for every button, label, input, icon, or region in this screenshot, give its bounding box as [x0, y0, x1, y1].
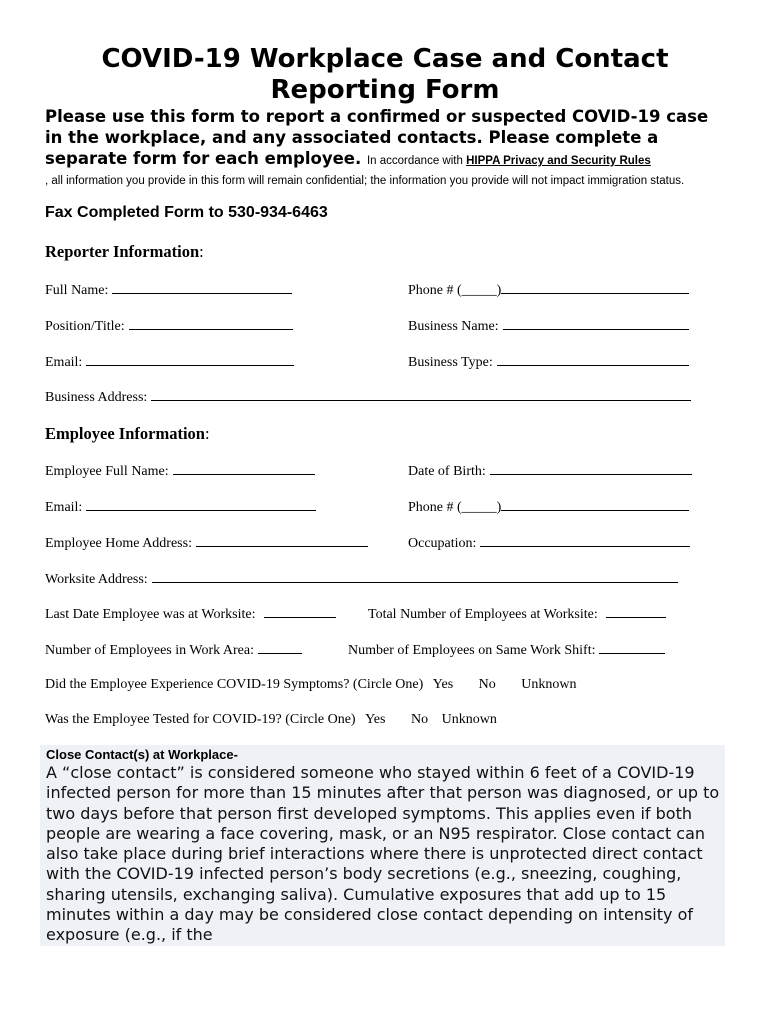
intro-small-text: [367, 155, 651, 167]
reporter-business-type-label: Business Type:: [408, 355, 493, 370]
reporter-business-address-label: Business Address:: [45, 390, 148, 405]
total-employees-label: Total Number of Employees at Worksite:: [368, 607, 598, 622]
reporter-email-field[interactable]: [45, 353, 294, 371]
close-contact-heading: Close Contact(s) at Workplace-: [46, 747, 238, 762]
same-shift-field[interactable]: [348, 641, 665, 659]
page-title: COVID-19 Workplace Case and Contact Reporting Form: [101, 44, 669, 105]
employee-phone-line[interactable]: [501, 498, 689, 511]
employee-full-name-field[interactable]: [45, 462, 315, 480]
tested-question: [45, 712, 513, 728]
intro-bold-text: Please use this form to report a confirmed or suspected COVID-19 case in the workplace, and any associated contacts. Please complete a separate form for each employee.: [45, 107, 709, 168]
employee-dob-label: Date of Birth:: [408, 464, 486, 479]
reporter-position-line[interactable]: [129, 317, 293, 330]
employee-phone-field[interactable]: [408, 498, 689, 516]
hippa-link[interactable]: HIPPA Privacy and Security Rules: [466, 155, 651, 167]
tested-option-no[interactable]: No: [410, 712, 429, 727]
intro-small-before: In accordance with: [366, 155, 463, 167]
employee-full-name-label: Employee Full Name:: [45, 464, 169, 479]
worksite-address-label: Worksite Address:: [45, 572, 148, 587]
employee-email-label: Email:: [45, 500, 83, 515]
symptoms-question: [45, 677, 593, 693]
reporter-full-name-field[interactable]: [45, 281, 292, 299]
employee-occupation-line[interactable]: [480, 534, 690, 547]
close-contact-description: A “close contact” is considered someone who stayed within 6 feet of a COVID-19 infected person for more than 15 minutes after that person was diagnosed, or up to two days before that person first developed symptoms. This applies even if both people are wearing a face covering, mask, or an N95 respirator. Close contact can also take place during brief interactions where there is unprotected direct contact with the COVID-19 infected person’s body secretions (e.g., sneezing, coughing, sharing utensils, exchanging saliva). Cumulative exposures that add up to 15 minutes within a day may be considered close contact depending on intensity of exposure (e.g., if the: [46, 763, 720, 945]
tested-option-unknown[interactable]: Unknown: [441, 712, 497, 727]
worksite-address-line[interactable]: [152, 570, 678, 583]
reporter-heading-text: Reporter Information: [45, 242, 200, 261]
total-employees-line[interactable]: [606, 605, 666, 618]
symptoms-option-unknown[interactable]: Unknown: [521, 677, 577, 692]
work-area-label: Number of Employees in Work Area:: [45, 643, 254, 658]
employee-home-address-line[interactable]: [196, 534, 368, 547]
worksite-address-field[interactable]: [45, 570, 678, 588]
employee-dob-field[interactable]: [408, 462, 692, 480]
last-date-line[interactable]: [264, 605, 336, 618]
total-employees-field[interactable]: [368, 605, 666, 623]
employee-email-field[interactable]: [45, 498, 316, 516]
reporter-email-label: Email:: [45, 355, 83, 370]
reporter-full-name-line[interactable]: [112, 281, 292, 294]
tested-question-label: Was the Employee Tested for COVID-19? (Circle One): [45, 712, 356, 727]
reporter-phone-line[interactable]: [501, 281, 689, 294]
reporter-full-name-label: Full Name:: [45, 283, 109, 298]
employee-heading-text: Employee Information: [45, 424, 205, 443]
symptoms-option-yes[interactable]: Yes: [432, 677, 454, 692]
reporter-business-name-line[interactable]: [503, 317, 689, 330]
close-contact-section: [40, 745, 725, 946]
employee-occupation-label: Occupation:: [408, 536, 477, 551]
fax-instruction: Fax Completed Form to 530-934-6463: [45, 204, 328, 221]
reporter-position-label: Position/Title:: [45, 319, 125, 334]
reporter-email-line[interactable]: [86, 353, 294, 366]
reporter-business-address-line[interactable]: [151, 388, 691, 401]
reporter-business-name-field[interactable]: [408, 317, 689, 335]
reporter-business-address-field[interactable]: [45, 388, 691, 406]
symptoms-option-no[interactable]: No: [478, 677, 496, 692]
employee-home-address-label: Employee Home Address:: [45, 536, 192, 551]
reporter-phone-field[interactable]: [408, 281, 689, 299]
reporter-business-name-label: Business Name:: [408, 319, 499, 334]
reporter-business-type-line[interactable]: [497, 353, 689, 366]
symptoms-question-label: Did the Employee Experience COVID-19 Symptoms? (Circle One): [45, 677, 424, 692]
same-shift-label: Number of Employees on Same Work Shift:: [348, 643, 596, 658]
work-area-line[interactable]: [258, 641, 302, 654]
employee-phone-label: Phone # (_____): [408, 500, 502, 515]
reporter-position-field[interactable]: [45, 317, 293, 335]
employee-full-name-line[interactable]: [173, 462, 315, 475]
employee-email-line[interactable]: [86, 498, 316, 511]
last-date-field[interactable]: [45, 605, 336, 623]
tested-option-yes[interactable]: Yes: [365, 712, 386, 727]
employee-home-address-field[interactable]: [45, 534, 368, 552]
last-date-label: Last Date Employee was at Worksite:: [45, 607, 256, 622]
work-area-field[interactable]: [45, 641, 302, 659]
employee-dob-line[interactable]: [490, 462, 692, 475]
same-shift-line[interactable]: [599, 641, 665, 654]
reporter-section-heading: Reporter Information:: [45, 242, 204, 261]
reporter-phone-label: Phone # (_____): [408, 283, 502, 298]
employee-occupation-field[interactable]: [408, 534, 690, 552]
employee-section-heading: Employee Information:: [45, 424, 210, 443]
reporter-business-type-field[interactable]: [408, 353, 689, 371]
intro-paragraph: [45, 106, 725, 191]
intro-small-after: , all information you provide in this form will remain confidential; the information you provide will not impact immigration status.: [45, 175, 685, 187]
